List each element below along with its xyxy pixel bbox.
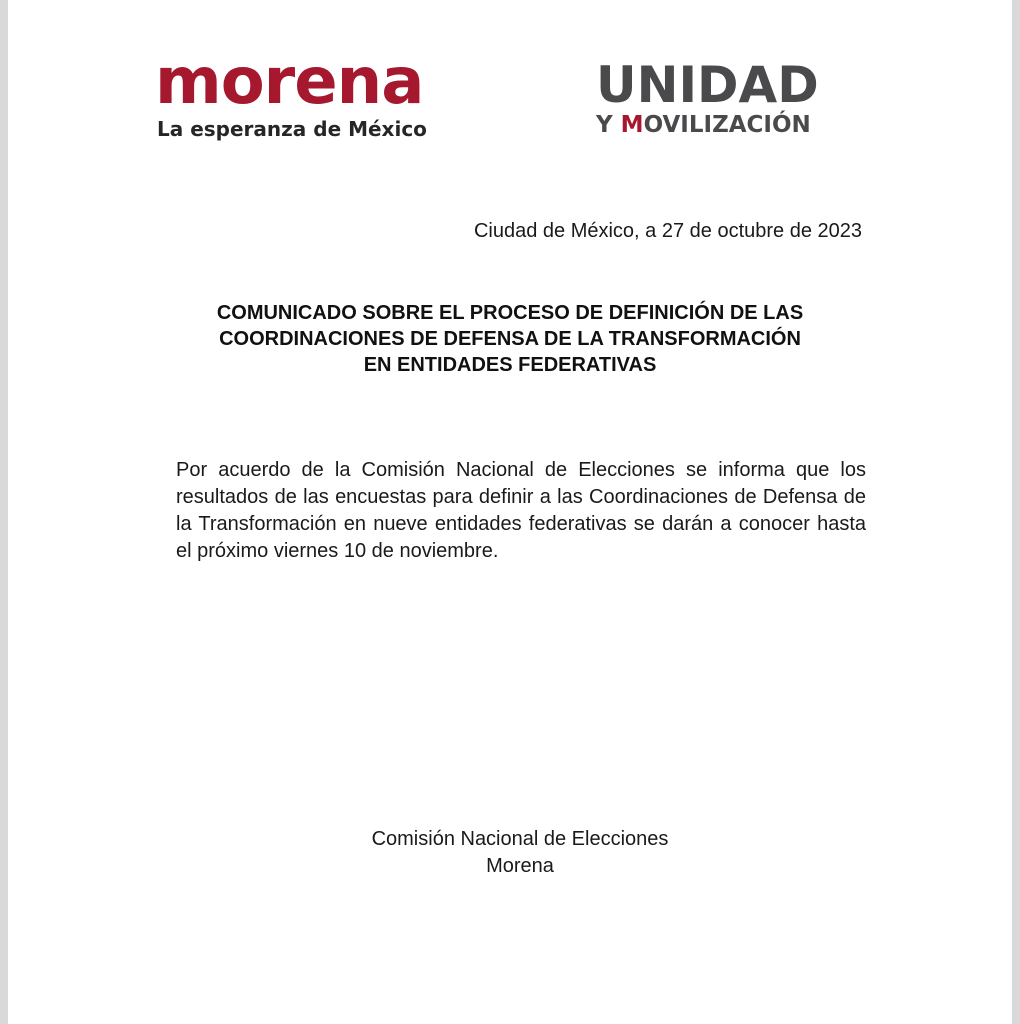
document-title — [158, 300, 862, 378]
title-line: COMUNICADO SOBRE EL PROCESO DE DEFINICIÓN DE LAS — [216, 302, 804, 324]
date-line: Ciudad de México, a 27 de octubre de 2023 — [473, 220, 862, 242]
document-page — [8, 0, 1012, 1024]
body-paragraph: Por acuerdo de la Comisión Nacional de Elecciones se informa que los resultados de las encuestas para definir a las Coordinaciones de Defensa de la Transformación en nueve entidades federativas se darán a conocer hasta el próximo viernes 10 de noviembre. — [176, 459, 866, 562]
signature-block — [158, 826, 882, 880]
movilizacion-suffix: OVILIZACIÓN — [643, 112, 811, 138]
signature-commission: Comisión Nacional de Elecciones — [371, 828, 669, 850]
movilizacion-wordmark — [596, 112, 856, 138]
morena-tagline: La esperanza de México — [157, 117, 427, 141]
morena-logo — [155, 45, 455, 141]
signature-party: Morena — [486, 855, 554, 877]
movilizacion-prefix: Y — [596, 112, 621, 138]
title-line: COORDINACIONES DE DEFENSA DE LA TRANSFORMACIÓN — [219, 328, 801, 350]
unidad-movilizacion-logo — [596, 56, 856, 138]
movilizacion-accent-letter: M — [620, 112, 644, 138]
morena-wordmark: morena — [155, 45, 424, 119]
unidad-wordmark: UNIDAD — [596, 56, 819, 114]
title-line: EN ENTIDADES FEDERATIVAS — [363, 354, 657, 376]
